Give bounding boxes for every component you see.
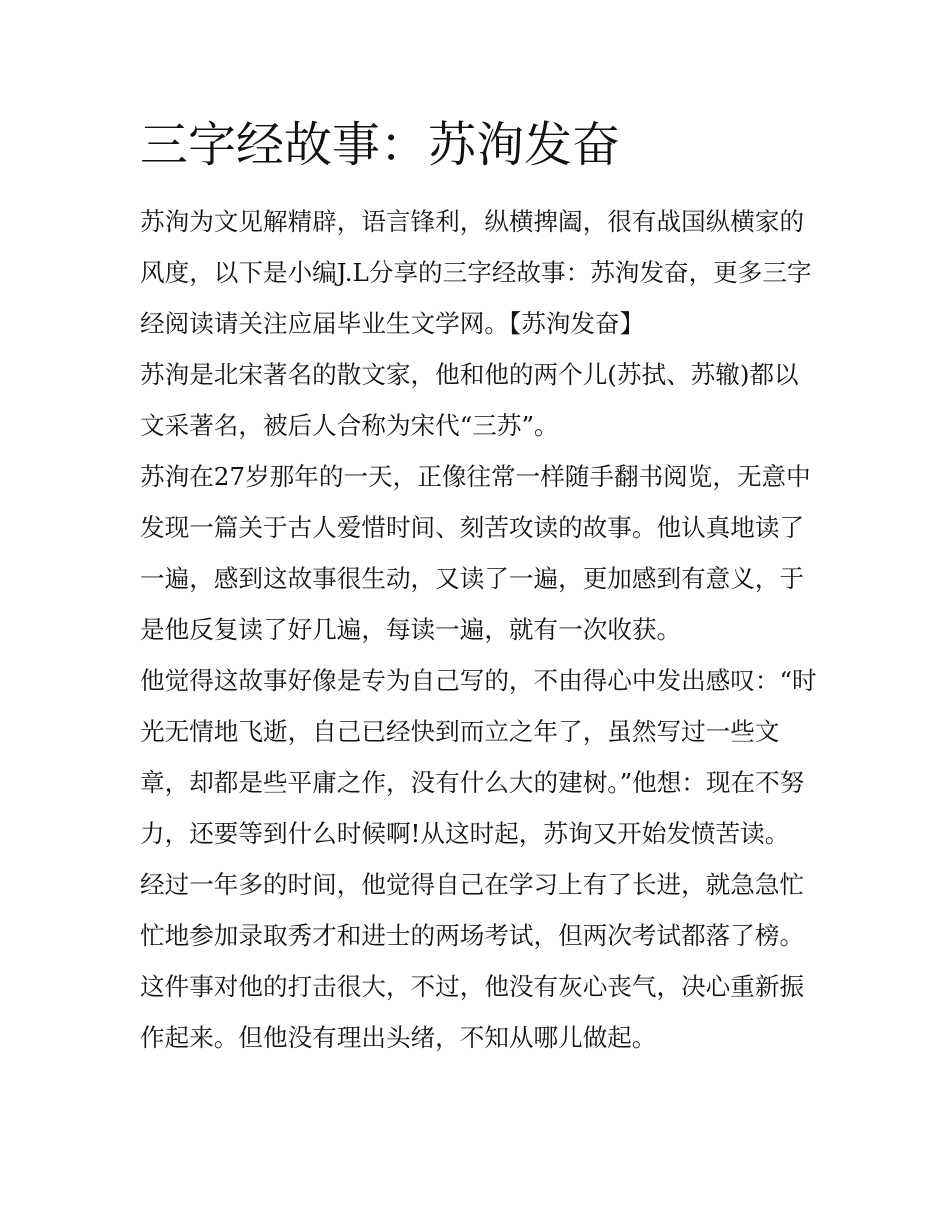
paragraph-intro: 苏洵为文见解精辟，语言锋利，纵横捭阖，很有战国纵横家的风度，以下是小编J.L分享的三字经故事：苏洵发奋，更多三字经阅读请关注应届毕业生文学网。【苏洵发奋】 xyxy=(140,207,812,338)
paragraph-sigh-and-resolve: 他觉得这故事好像是专为自己写的，不由得心中发出感叹：“时光无情地飞逝，自己已经快到而立之年了，虽然写过一些文章，却都是些平庸之作，没有什么大的建树。”他想：现在不努力，还要等到什么时候啊!从这时起，苏询又开始发愤苦读。 xyxy=(140,666,817,848)
document-body xyxy=(140,196,820,1063)
paragraph-su-xun-background: 苏洵是北宋著名的散文家，他和他的两个儿(苏拭、苏辙)都以文采著名，被后人合称为宋代“三苏”。 xyxy=(140,360,799,440)
paragraph-age-27-reading: 苏洵在27岁那年的一天，正像往常一样随手翻书阅览，无意中发现一篇关于古人爱惜时间、刻苦攻读的故事。他认真地读了一遍，感到这故事很生动，又读了一遍，更加感到有意义，于是他反复读了好几遍，每读一遍，就有一次收获。 xyxy=(140,462,811,644)
paragraph-exam-failure: 经过一年多的时间，他觉得自己在学习上有了长进，就急急忙忙地参加录取秀才和进士的两场考试，但两次考试都落了榜。这件事对他的打击很大，不过，他没有灰心丧气，决心重新振作起来。但他没有理出头绪，不知从哪儿做起。 xyxy=(140,870,805,1052)
document-title: 三字经故事：苏洵发奋 xyxy=(140,117,621,173)
